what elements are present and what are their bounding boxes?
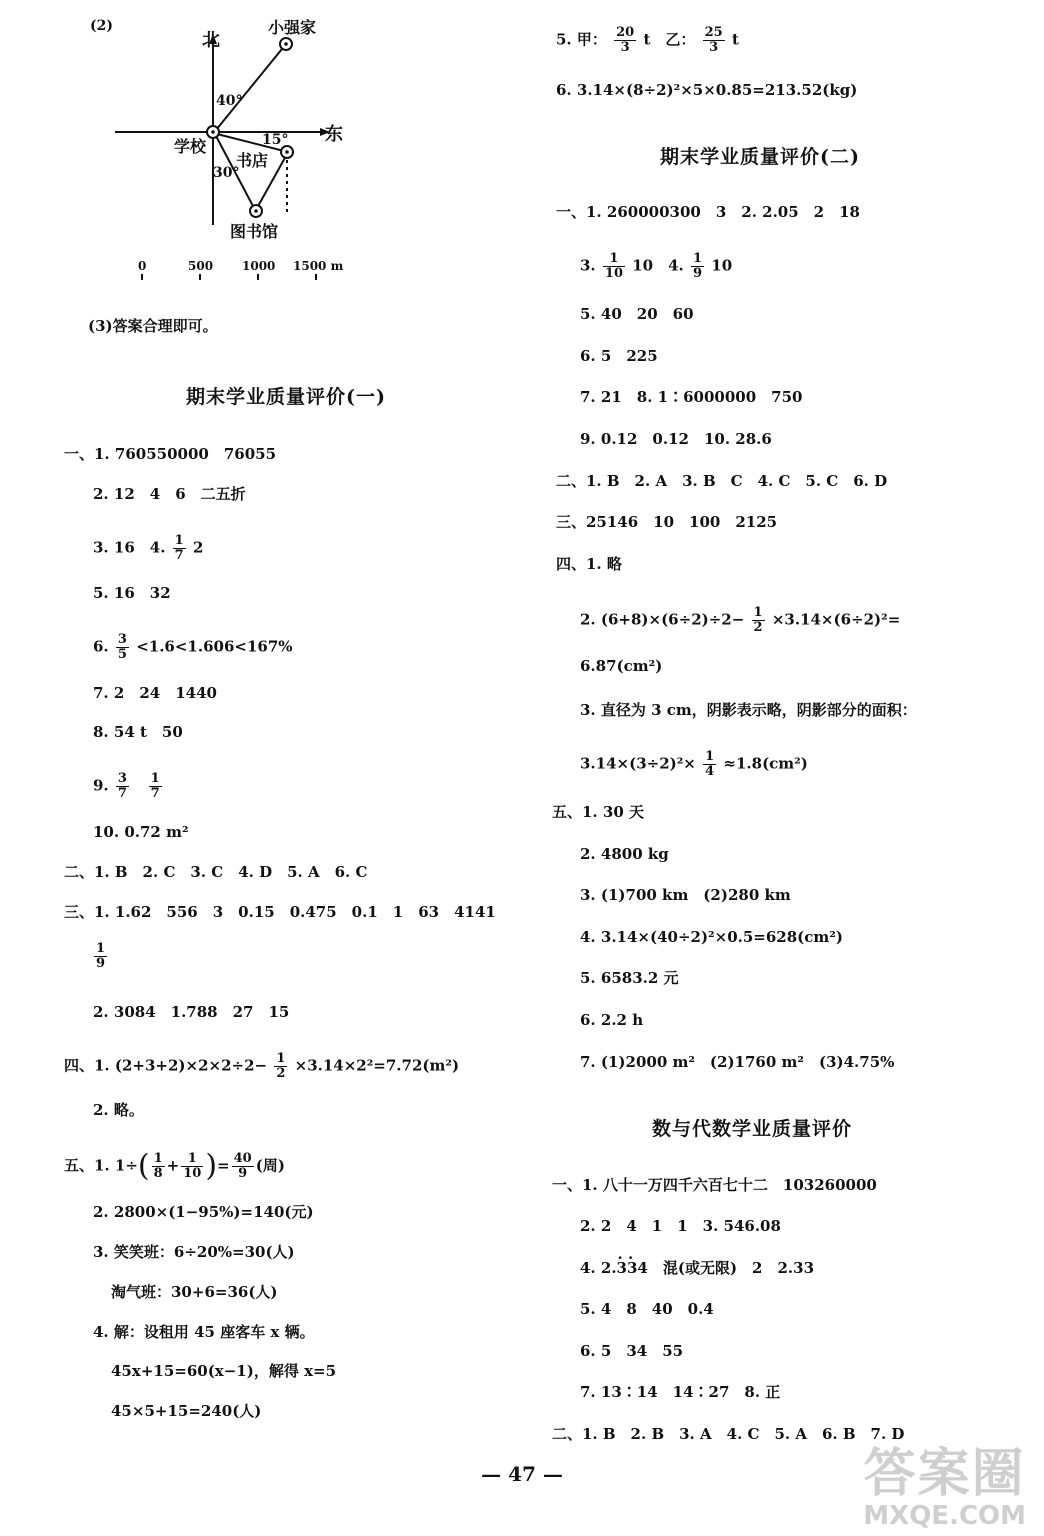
scale-tick-500: 500 [188, 259, 214, 273]
answer-line: 2. 2800×(1−95%)=140(元) [93, 1203, 314, 1221]
answer-line: 2. 12 4 6 二五折 [93, 485, 246, 503]
answer-line: 四、1. 略 [556, 555, 622, 573]
answer-line: 45x+15=60(x−1)，解得 x=5 [111, 1362, 337, 1380]
fraction: $\frac{20}{3}$ [616, 25, 635, 55]
section-title-number-algebra: 数与代数学业质量评价 [652, 1118, 853, 1140]
fraction: $\frac{1}{8}$ [153, 1151, 163, 1181]
answer-line: 7. (1)2000 m² (2)1760 m² (3)4.75% [580, 1053, 895, 1071]
answer-line: 五、1. 1÷( $\frac{1}{8}$ + $\frac{1}{10}$ )= $\frac{40}{9}$ (周) [64, 1148, 285, 1184]
fraction: $\frac{1}{7}$ [174, 533, 184, 563]
answer-line: 2. 4800 kg [580, 845, 669, 863]
answer-line: 8. 54 t 50 [93, 723, 183, 741]
answer-line: 3.14×(3÷2)²× $\frac{1}{4}$ ≈1.8(cm²) [580, 749, 808, 779]
answer-line: 一、1. 260000300 3 2. 2.05 2 18 [556, 203, 860, 221]
answer-line: 2. 略。 [93, 1101, 144, 1119]
answer-line: 2. (6+8)×(6÷2)÷2− $\frac{1}{2}$ ×3.14×(6÷2)²= [580, 605, 901, 635]
home-label: 小强家 [268, 18, 317, 37]
section-title-final-1: 期末学业质量评价(一) [186, 386, 386, 408]
answer-line: 三、25146 10 100 2125 [556, 513, 778, 531]
answer-line: 7. 21 8. 1∶6000000 750 [580, 388, 803, 406]
scale-tick-0: 0 [138, 259, 147, 273]
answer-line: 6. 5 34 55 [580, 1342, 684, 1360]
answer-line: 9. $\frac{3}{7}$ $\frac{1}{7}$ [93, 771, 160, 801]
answer-line: 四、1. (2+3+2)×2×2÷2− $\frac{1}{2}$ ×3.14×2²=7.72(m²) [64, 1051, 460, 1081]
answer-line: 5. 16 32 [93, 584, 171, 602]
fraction: $\frac{1}{10}$ [604, 251, 623, 281]
answer-line: 3. 直径为 3 cm，阴影表示略，阴影部分的面积： [580, 701, 917, 719]
scale-tick-1000: 1000 [242, 259, 276, 273]
answer-line: 6.87(cm²) [580, 657, 663, 675]
answer-line: 二、1. B 2. C 3. C 4. D 5. A 6. C [64, 863, 368, 881]
answer-line: 4. 2.. 3. 34 混(或无限) 2 2.33 [580, 1258, 814, 1278]
answer-line: 淘气班：30+6=36(人) [111, 1283, 278, 1301]
answer-line: 6. $\frac{3}{5}$ <1.6<1.606<167% [93, 632, 293, 662]
answer-line: 一、1. 八十一万四千六百七十二 103260000 [552, 1176, 877, 1194]
fraction: $\frac{3}{7}$ [117, 771, 127, 801]
answer-line: 二、1. B 2. A 3. B C 4. C 5. C 6. D [556, 472, 888, 490]
answer-line: (3)答案合理即可。 [88, 317, 218, 335]
fraction: $\frac{3}{5}$ [117, 632, 127, 662]
answer-line: 6. 3.14×(8÷2)²×5×0.85=213.52(kg) [556, 81, 858, 99]
answer-line: 3. (1)700 km (2)280 km [580, 886, 791, 904]
answer-line: 4. 3.14×(40÷2)²×0.5=628(cm²) [580, 928, 843, 946]
fraction: $\frac{1}{2}$ [753, 605, 763, 635]
north-label: 北 [202, 30, 220, 51]
answer-line: 6. 2.2 h [580, 1011, 644, 1029]
fraction: $\frac{1}{4}$ [705, 749, 715, 779]
answer-line: 9. 0.12 0.12 10. 28.6 [580, 430, 772, 448]
answer-line [92, 942, 109, 971]
fraction: $\frac{25}{3}$ [704, 25, 723, 55]
answer-line: 二、1. B 2. B 3. A 4. C 5. A 6. B 7. D [552, 1425, 905, 1443]
answer-line: 三、1. 1.62 556 3 0.15 0.475 0.1 1 63 4141 [64, 903, 496, 921]
fraction: $\frac{40}{9}$ [233, 1151, 252, 1181]
answer-line: 45×5+15=240(人) [111, 1402, 262, 1420]
east-label: 东 [325, 124, 343, 145]
fraction: $\frac{1}{9}$ [96, 941, 106, 971]
answer-line: 10. 0.72 m² [93, 823, 189, 841]
angle-east-label: 15° [262, 132, 289, 148]
answer-line: 五、1. 30 天 [552, 803, 644, 821]
watermark: 答案圈 MXQE.COM [863, 1444, 1026, 1531]
line-to-home [216, 44, 286, 130]
scale-tick-1500: 1500 m [293, 259, 344, 273]
angle-north-label: 40° [216, 93, 243, 109]
answer-line: 6. 5 225 [580, 347, 658, 365]
fraction: $\frac{1}{2}$ [276, 1051, 286, 1081]
answer-line: 3. $\frac{1}{10}$ 10 4. $\frac{1}{9}$ 10 [580, 251, 733, 281]
answer-line: 3. 笑笑班：6÷20%=30(人) [93, 1243, 295, 1261]
diagram-part-label: (2) [90, 18, 113, 34]
answer-line: 3. 16 4. $\frac{1}{7}$ 2 [93, 533, 204, 563]
page-number: — 47 — [481, 1462, 563, 1486]
answer-line: 5. 甲： $\frac{20}{3}$ t 乙： $\frac{25}{3}$ t [556, 25, 739, 55]
angle-south-label: 30° [213, 165, 240, 181]
direction-map-diagram [90, 10, 370, 280]
section-title-final-2: 期末学业质量评价(二) [660, 146, 860, 168]
fraction: $\frac{1}{10}$ [183, 1151, 202, 1181]
bookstore-label: 书店 [236, 151, 269, 170]
fraction: $\frac{1}{7}$ [150, 771, 160, 801]
answer-line: 5. 40 20 60 [580, 305, 694, 323]
answer-line: 4. 解：设租用 45 座客车 x 辆。 [93, 1323, 315, 1341]
answer-line: 一、1. 760550000 76055 [64, 445, 276, 463]
answer-line: 5. 6583.2 元 [580, 969, 679, 987]
library-label: 图书馆 [230, 222, 279, 241]
fraction: $\frac{1}{9}$ [693, 251, 703, 281]
school-label: 学校 [174, 137, 207, 156]
answer-line: 5. 4 8 40 0.4 [580, 1300, 714, 1318]
answer-line: 2. 3084 1.788 27 15 [93, 1003, 290, 1021]
answer-line: 7. 2 24 1440 [93, 684, 217, 702]
answer-line: 7. 13∶14 14∶27 8. 正 [580, 1383, 781, 1401]
answer-line: 2. 2 4 1 1 3. 546.08 [580, 1217, 781, 1235]
